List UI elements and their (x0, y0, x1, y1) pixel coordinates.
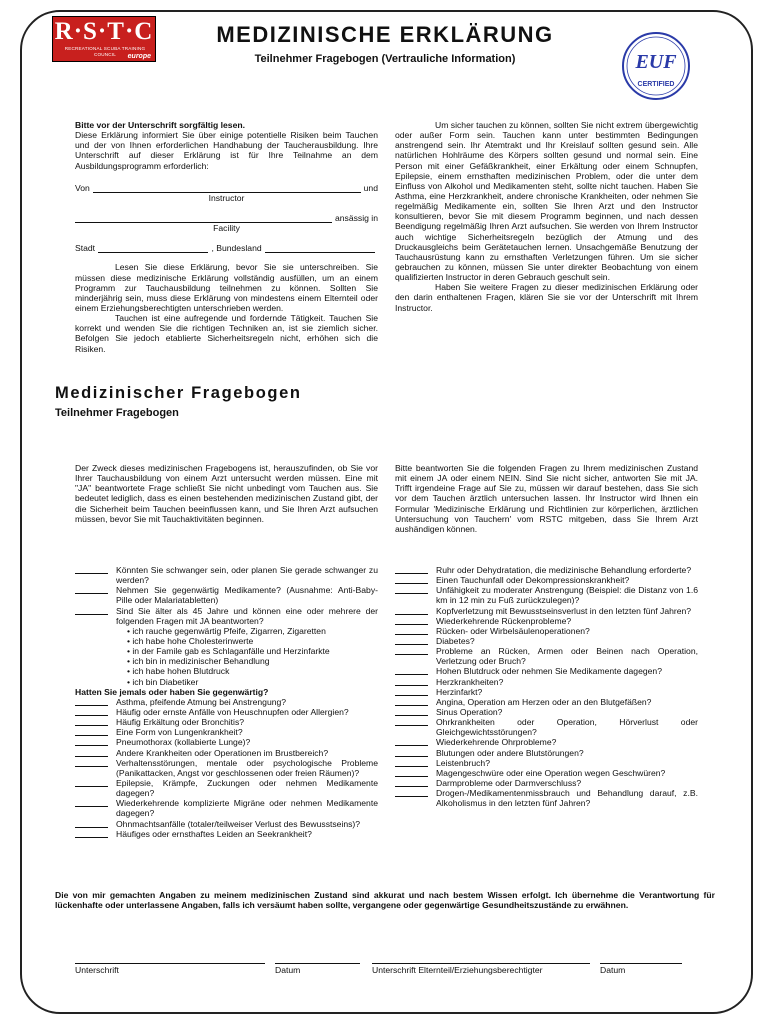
answer-blank[interactable] (75, 778, 108, 787)
sub-item: • ich rauche gegenwärtig Pfeife, Zigarren, Zigaretten (127, 625, 326, 636)
city-field[interactable] (98, 244, 208, 253)
question-text: Ohnmachtsanfälle (totaler/teilweiser Verlust des Bewusstseins)? (116, 818, 361, 829)
rstc-logo (52, 16, 156, 62)
answer-blank[interactable] (75, 585, 108, 594)
question-row (75, 717, 378, 727)
question-row (75, 585, 378, 605)
question-row (75, 727, 378, 737)
question-row (395, 626, 698, 636)
question-row (75, 565, 378, 585)
facility-field[interactable] (75, 214, 332, 223)
demanding-paragraph: Tauchen ist eine aufregende und fordernde Tätigkeit. Tauchen Sie korrekt und wenden Sie die richtigen Techniken an, ist sie ziemlich sicher. Befolgen Sie jedoch etablierte Sicherheitsregeln nicht, erhöhen sich die Risiken. (75, 313, 378, 354)
question-text: Pneumothorax (kollabierte Lunge)? (116, 737, 251, 748)
date-field-2[interactable] (600, 954, 682, 964)
answer-blank[interactable] (395, 748, 428, 757)
question-row (395, 707, 698, 717)
sub-item: • ich bin in medizinischer Behandlung (127, 656, 270, 667)
question-text: Sinus Operation? (436, 706, 503, 717)
logo-subtext: RECREATIONAL SCUBA TRAINING COUNCIL (64, 46, 146, 57)
questionnaire-heading: Medizinischer Fragebogen (55, 384, 302, 402)
von-label: Von (75, 182, 90, 193)
date-field-1[interactable] (275, 954, 360, 964)
ansassig-label: ansässig in (335, 212, 378, 223)
question-row (395, 737, 698, 747)
question-row (395, 606, 698, 616)
question-row (395, 677, 698, 687)
signature-field[interactable] (75, 954, 265, 964)
answer-blank[interactable] (75, 737, 108, 746)
answer-blank[interactable] (75, 829, 108, 838)
ansassig-line (75, 213, 378, 223)
question-row (75, 606, 378, 626)
question-text: Probleme an Rücken, Armen oder Beinen nach Operation, Verletzung oder Bruch? (436, 646, 698, 667)
question-text: Blutungen oder andere Blutstörungen? (436, 747, 584, 758)
intro-paragraph: Diese Erklärung informiert Sie über einige potentielle Risiken beim Tauchen und der von Ihnen erforderlichen Handhabung der Taucherausbildung. Ihre Unterschrift auf dieser Erklärung ist für Ihre Teilnahme an dem Ausbildungsprogramm erforderlich: (75, 130, 378, 171)
answer-blank[interactable] (395, 778, 428, 787)
question-text: Unfähigkeit zu moderater Anstrengung (Beispiel: die Distanz von 1.6 km in 12 min zu Fuß zurückzulegen)? (436, 585, 698, 606)
answer-blank[interactable] (395, 565, 428, 574)
right-intro-paragraph-2: Haben Sie weitere Fragen zu dieser medizinischen Erklärung oder den darin enthaltenen Fragen, klären Sie sie vor der Unterschrift mit Ihrem Instructor. (395, 282, 698, 313)
right-question-list (395, 565, 698, 808)
instructor-caption: Instructor (208, 192, 245, 203)
seal-text: CERTIFIED (637, 81, 675, 88)
intro-column (75, 120, 378, 354)
answer-blank[interactable] (75, 727, 108, 736)
signature-block (75, 954, 265, 976)
question-row (395, 768, 698, 778)
question-text: Andere Krankheiten oder Operationen im Brustbereich? (116, 747, 329, 758)
von-line (75, 183, 378, 193)
seal-mark: EUF (635, 51, 677, 73)
question-text: Asthma, pfeifende Atmung bei Anstrengung? (116, 696, 287, 707)
stadt-line (75, 243, 378, 253)
group-heading: Hatten Sie jemals oder haben Sie gegenwärtig? (75, 686, 269, 697)
intro-heading: Bitte vor der Unterschrift sorgfältig lesen. (75, 120, 245, 130)
stadt-label: Stadt (75, 243, 96, 254)
answer-blank[interactable] (395, 707, 428, 716)
answer-blank[interactable] (395, 575, 428, 584)
answer-blank[interactable] (395, 788, 428, 797)
question-text: Häufig oder ernste Anfälle von Heuschnupfen oder Allergien? (116, 706, 349, 717)
question-row (395, 585, 698, 605)
answer-blank[interactable] (75, 565, 108, 574)
question-text: Leistenbruch? (436, 757, 490, 768)
date-label-2: Datum (600, 965, 626, 975)
questionnaire-right-paragraph: Bitte beantworten Sie die folgenden Fragen zu Ihrem medizinischen Zustand mit einem JA oder einem NEIN. Sind Sie nicht sicher, antworten Sie mit JA. Trifft irgendeine Frage auf Sie zu, müssen wir darauf bestehen, dass Sie sich vor dem Tauchen ärztlich untersuchen lassen. Ihr Instructor wird Ihnen ein Formular 'Medizinische Erklärung und Richtlinien zur körperlichen, ärztlichen Untersuchung von Tauchern' vom RSTC mitgeben, dass Sie Ihrem Arzt aushändigen können. (395, 463, 698, 534)
question-row (395, 717, 698, 737)
left-question-list (75, 565, 378, 839)
date-block-1 (275, 954, 360, 976)
answer-blank[interactable] (75, 606, 108, 615)
question-row (75, 829, 378, 839)
question-row (395, 758, 698, 768)
question-text: Wiederkehrende Ohrprobleme? (436, 737, 557, 748)
question-row (395, 646, 698, 666)
question-text: Wiederkehrende Rückenprobleme? (436, 615, 572, 626)
logo-text: R·S·T·C (54, 18, 154, 45)
answer-blank[interactable] (395, 606, 428, 615)
certified-seal-icon (620, 30, 692, 102)
document-title: MEDIZINISCHE ERKLÄRUNG (216, 22, 554, 47)
instructor-field[interactable] (93, 184, 361, 193)
answer-blank[interactable] (75, 707, 108, 716)
bundesland-label: , Bundesland (211, 243, 262, 254)
question-text: Herzinfarkt? (436, 686, 483, 697)
signature-label: Unterschrift (75, 965, 119, 975)
sub-item: • ich bin Diabetiker (127, 676, 199, 687)
answer-blank[interactable] (395, 616, 428, 625)
date-block-2 (600, 954, 682, 976)
question-text: Rücken- oder Wirbelsäulenoperationen? (436, 625, 590, 636)
answer-blank[interactable] (395, 687, 428, 696)
logo-region: europe (127, 53, 151, 60)
question-text: Drogen-/Medikamentenmissbrauch und Behandlung darauf, z.B. Alkoholismus in den letzten fünf Jahren? (436, 788, 698, 809)
question-row (395, 748, 698, 758)
answer-blank[interactable] (395, 737, 428, 746)
question-row (75, 758, 378, 778)
question-text: Herzkrankheiten? (436, 676, 504, 687)
answer-blank[interactable] (75, 717, 108, 726)
question-row (395, 575, 698, 585)
date-label-1: Datum (275, 965, 301, 975)
guardian-signature-field[interactable] (372, 954, 590, 964)
question-text: Eine Form von Lungenkrankheit? (116, 727, 243, 738)
answer-blank[interactable] (75, 819, 108, 828)
question-row (395, 697, 698, 707)
answer-blank[interactable] (75, 758, 108, 767)
und-label: und (363, 182, 378, 193)
answer-blank[interactable] (395, 666, 428, 675)
question-text: Angina, Operation am Herzen oder an den Blutgefäßen? (436, 696, 652, 707)
answer-blank[interactable] (75, 748, 108, 757)
question-row (395, 636, 698, 646)
question-row (395, 778, 698, 788)
question-text: Häufig Erkältung oder Bronchitis? (116, 717, 245, 728)
questionnaire-left-paragraph: Der Zweck dieses medizinischen Fragebogens ist, herauszufinden, ob Sie vor Ihrer Tauchausbildung von einem Arzt untersucht werden müssen. Eine mit "JA" beantwortete Frage schließt Sie nicht unbedingt vom Tauchen aus. Sie bedeutet lediglich, dass es einen bestehenden medizinischen Zustand gibt, der die Sicherheit beim Tauchen beeinflussen kann, und Sie Ihren Arzt aufsuchen müssen, bevor Sie mit Tauchaktivitäten beginnen. (75, 463, 378, 524)
guardian-label: Unterschrift Elternteil/Erziehungsberechtigter (372, 965, 543, 975)
answer-blank[interactable] (395, 717, 428, 726)
question-text: Kopfverletzung mit Bewusstseinsverlust in den letzten fünf Jahren? (436, 605, 692, 616)
question-text: Ruhr oder Dehydratation, die medizinische Behandlung erforderte? (436, 565, 692, 575)
question-text: Einen Tauchunfall oder Dekompressionskrankheit? (436, 575, 630, 586)
question-row (395, 687, 698, 697)
question-row (395, 666, 698, 676)
answer-blank[interactable] (395, 697, 428, 706)
answer-blank[interactable] (395, 758, 428, 767)
question-row (75, 819, 378, 829)
declaration-text: Die von mir gemachten Angaben zu meinem medizinischen Zustand sind akkurat und nach bestem Wissen erfolgt. Ich übernehme die Verantwortung für lückenhafte oder unterlassene Angaben, falls ich versäumt haben sollte, vergangene oder gegenwärtige Gesundheitszustände zu erwähnen. (55, 890, 715, 911)
answer-blank[interactable] (395, 636, 428, 645)
guardian-block (372, 954, 590, 976)
answer-blank[interactable] (395, 626, 428, 635)
question-row (395, 788, 698, 808)
state-field[interactable] (265, 244, 375, 253)
question-text: Diabetes? (436, 635, 475, 646)
question-text: Könnten Sie schwanger sein, oder planen Sie gerade schwanger zu werden? (116, 565, 378, 586)
answer-blank[interactable] (75, 798, 108, 807)
question-row (75, 697, 378, 707)
question-text: Darmprobleme oder Darmverschluss? (436, 777, 582, 788)
question-text: Verhaltensstörungen, mentale oder psychologische Probleme (Panikattacken, Angst vor geschlossenen oder freien Räumen)? (116, 757, 378, 778)
question-row (75, 737, 378, 747)
facility-caption: Facility (213, 223, 240, 234)
document-subtitle: Teilnehmer Fragebogen (Vertrauliche Information) (254, 53, 516, 65)
right-intro-column (395, 120, 698, 313)
question-text: Magengeschwüre oder eine Operation wegen Geschwüren? (436, 767, 666, 778)
answer-blank[interactable] (395, 768, 428, 777)
question-text: Wiederkehrende komplizierte Migräne oder nehmen Medikamente dagegen? (116, 798, 378, 819)
read-paragraph: Lesen Sie diese Erklärung, bevor Sie sie unterschreiben. Sie müssen diese medizinische Erklärung vollständig ausfüllen, um an einem Programm zur Tauchausbildung teilnehmen zu können. Sollten Sie minderjährig sein, muss diese Erklärung von mindestens einem Elternteil oder einem Erziehungsberechtigten unterschrieben werden. (75, 262, 378, 313)
question-row (395, 565, 698, 575)
answer-blank[interactable] (75, 697, 108, 706)
answer-blank[interactable] (395, 646, 428, 655)
question-text: Häufiges oder ernsthaftes Leiden an Seekrankheit? (116, 828, 312, 839)
question-text: Epilepsie, Krämpfe, Zuckungen oder nehmen Medikamente dagegen? (116, 777, 378, 799)
question-row (75, 798, 378, 818)
question-row (75, 748, 378, 758)
answer-blank[interactable] (395, 585, 428, 594)
question-row (395, 616, 698, 626)
sub-item: • ich habe hohe Cholesterinwerte (127, 635, 254, 646)
sub-item: • ich habe hohen Blutdruck (127, 666, 230, 677)
question-row (75, 778, 378, 798)
question-text: Sind Sie älter als 45 Jahre und können eine oder mehrere der folgenden Fragen mit JA beantworten? (116, 605, 378, 626)
answer-blank[interactable] (395, 677, 428, 686)
question-text: Ohrkrankheiten oder Operation, Hörverlust oder Gleichgewichtsstörungen? (436, 717, 698, 738)
question-text: Nehmen Sie gegenwärtig Medikamente? (Ausnahme: Anti-Baby-Pille oder Malariatabletten) (116, 585, 378, 606)
question-row (75, 707, 378, 717)
question-text: Hohen Blutdruck oder nehmen Sie Medikamente dagegen? (436, 666, 662, 677)
questionnaire-subheading: Teilnehmer Fragebogen (55, 407, 179, 419)
right-intro-paragraph-1: Um sicher tauchen zu können, sollten Sie nicht extrem übergewichtig oder außer Form sein. Tauchen kann unter bestimmten Bedingungen anstrengend sein. Ihr Atemtrakt und Ihr Kreislauf sollten gesund sein. Alle natürlichen Hohlräume des Körpers sollten gesund und normal sein. Eine Person mit einer Gefäßkrankheit, einer Erkältung oder einem Schnupfen, Epilepsie, einem ernsthaften medizinischen Problem, oder die unter dem Einfluss von Alkohol und Medikamenten steht, sollte nicht tauchen. Haben Sie Asthma, eine Herzkrankheit, andere chronische Krankheiten, oder nehmen Sie regelmäßig Medikamente ein, sollten Sie Ihren Arzt und den Instructor konsultieren, bevor Sie mit diesem Programm beginnen, und nach dessen Beendigung regelmäßig Ihren Arzt aufsuchen. Sie werden von Ihrem Instructor auch wichtige Sicherheitsregeln bezüglich der Atmung und des Druckausgleichs beim Gerätetauchen lernen. Unsachgemäße Benutzung der Tauchausrüstung kann zu ernsthaften Verletzungen führen. Um sie sicher gebrauchen zu können, müssen Sie unter direkter Beobachtung von einem qualifizierten Instructor in deren Gebrauch geschult sein. (395, 120, 698, 283)
sub-item: • in der Famile gab es Schlaganfälle und Herzinfarkte (127, 646, 330, 657)
